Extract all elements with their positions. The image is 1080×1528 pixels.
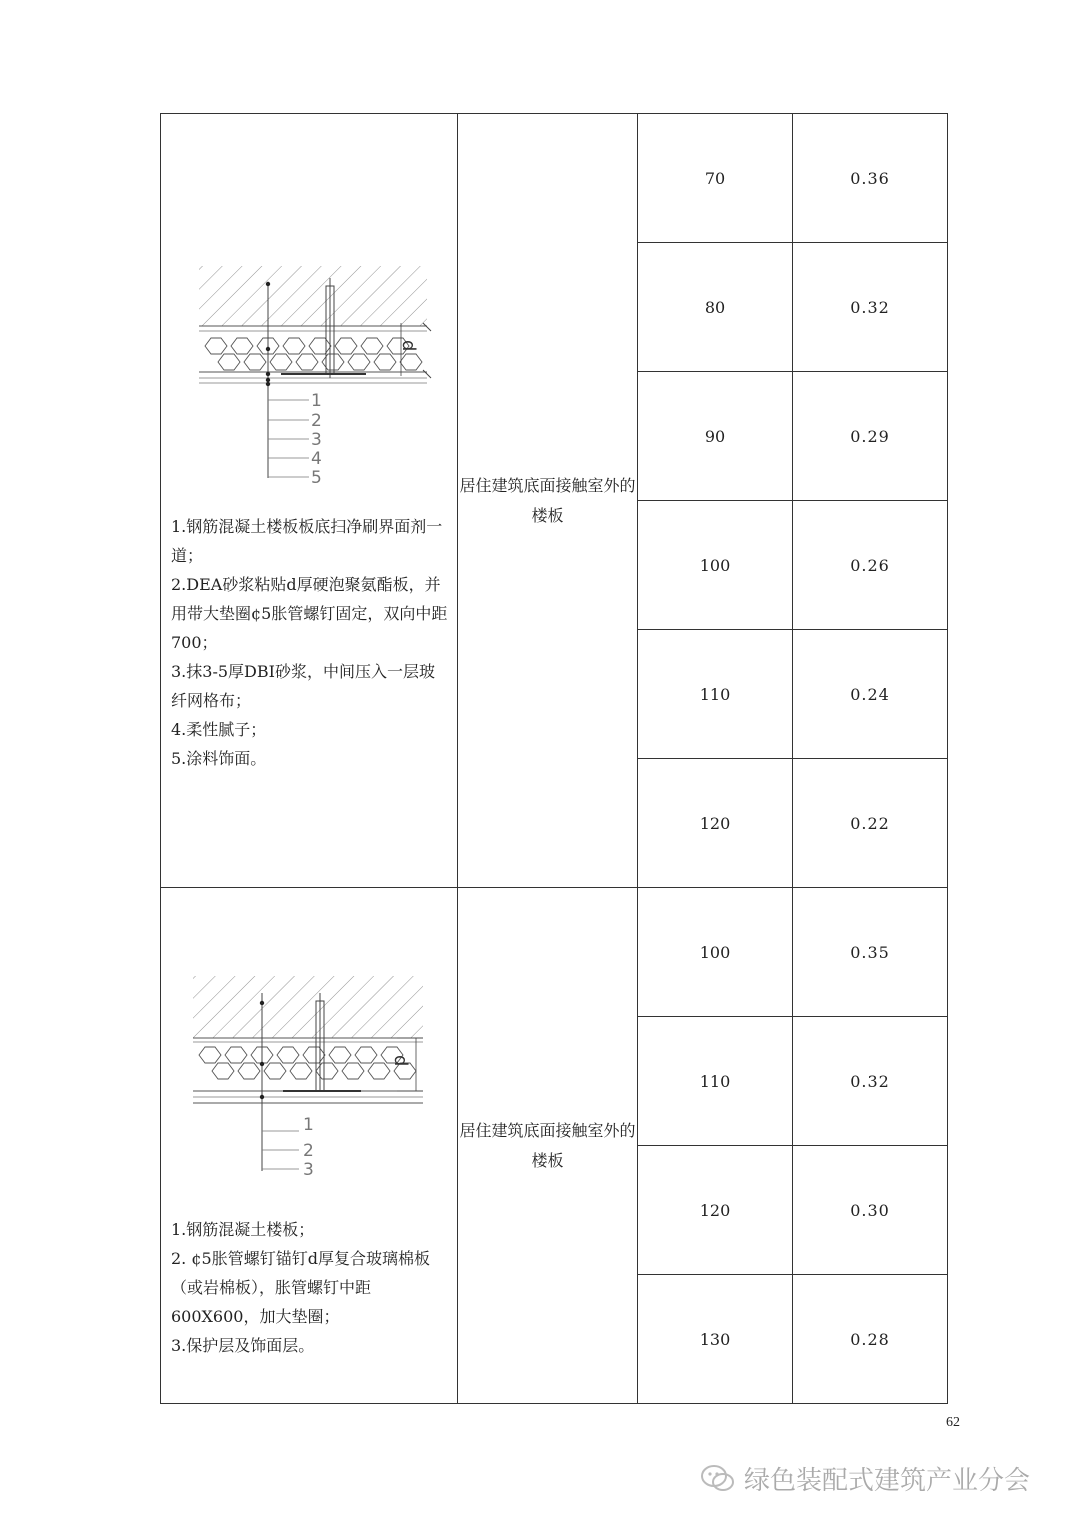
step-text: 3.抹3-5厚DBI砂浆，中间压入一层玻纤网格布；: [171, 662, 435, 710]
floor-insulation-drawing-1: [161, 228, 456, 498]
step-text: 2.DEA砂浆粘贴d厚硬泡聚氨酯板，并用带大垫圈¢5胀管螺钉固定，双向中距700；: [171, 575, 448, 652]
thickness-value: 70: [638, 114, 793, 243]
floor-insulation-drawing-2: [161, 931, 456, 1181]
k-value: 0.22: [793, 759, 948, 888]
k-value: 0.30: [793, 1146, 948, 1275]
drawing-label: 2: [303, 1141, 314, 1161]
drawing-label: 5: [311, 468, 322, 488]
thickness-value: 90: [638, 372, 793, 501]
k-value: 0.36: [793, 114, 948, 243]
k-value: 0.26: [793, 501, 948, 630]
drawing-label: 4: [311, 449, 322, 469]
k-value: 0.29: [793, 372, 948, 501]
k-value: 0.24: [793, 630, 948, 759]
thickness-value: 100: [638, 501, 793, 630]
use-location: 居住建筑底面接触室外的楼板: [458, 114, 638, 888]
construction-steps: [161, 1215, 457, 1360]
step-text: 1.钢筋混凝土楼板板底扫净刷界面剂一道；: [171, 517, 443, 565]
construction-steps: [161, 512, 457, 773]
watermark: [700, 1460, 1030, 1497]
k-value: 0.32: [793, 1017, 948, 1146]
drawing-label: 2: [311, 411, 322, 431]
dim-label: d: [398, 340, 419, 352]
use-location: 居住建筑底面接触室外的楼板: [458, 888, 638, 1404]
page-number: 62: [946, 1415, 960, 1430]
step-text: 5.涂料饰面。: [171, 749, 267, 768]
insulation-spec-table: [160, 113, 948, 1404]
drawing-label: 3: [303, 1160, 314, 1180]
step-text: 4.柔性腻子；: [171, 720, 267, 739]
drawing-label: 1: [311, 391, 322, 411]
construction-cell: [161, 114, 458, 888]
table-row: [161, 888, 948, 1017]
wechat-icon: [700, 1464, 736, 1494]
watermark-text: 绿色装配式建筑产业分会: [744, 1466, 1031, 1496]
thickness-value: 80: [638, 243, 793, 372]
drawing-label: 3: [311, 430, 322, 450]
thickness-value: 130: [638, 1275, 793, 1404]
dim-label: d: [390, 1055, 411, 1067]
k-value: 0.32: [793, 243, 948, 372]
k-value: 0.28: [793, 1275, 948, 1404]
thickness-value: 100: [638, 888, 793, 1017]
k-value: 0.35: [793, 888, 948, 1017]
step-text: 2. ¢5胀管螺钉锚钉d厚复合玻璃棉板（或岩棉板），胀管螺钉中距600X600，加大垫圈；: [171, 1249, 430, 1326]
step-text: 1.钢筋混凝土楼板；: [171, 1220, 315, 1239]
thickness-value: 110: [638, 630, 793, 759]
thickness-value: 110: [638, 1017, 793, 1146]
drawing-label: 1: [303, 1115, 314, 1135]
table-row: [161, 114, 948, 243]
thickness-value: 120: [638, 759, 793, 888]
step-text: 3.保护层及饰面层。: [171, 1336, 315, 1355]
construction-cell: [161, 888, 458, 1404]
thickness-value: 120: [638, 1146, 793, 1275]
